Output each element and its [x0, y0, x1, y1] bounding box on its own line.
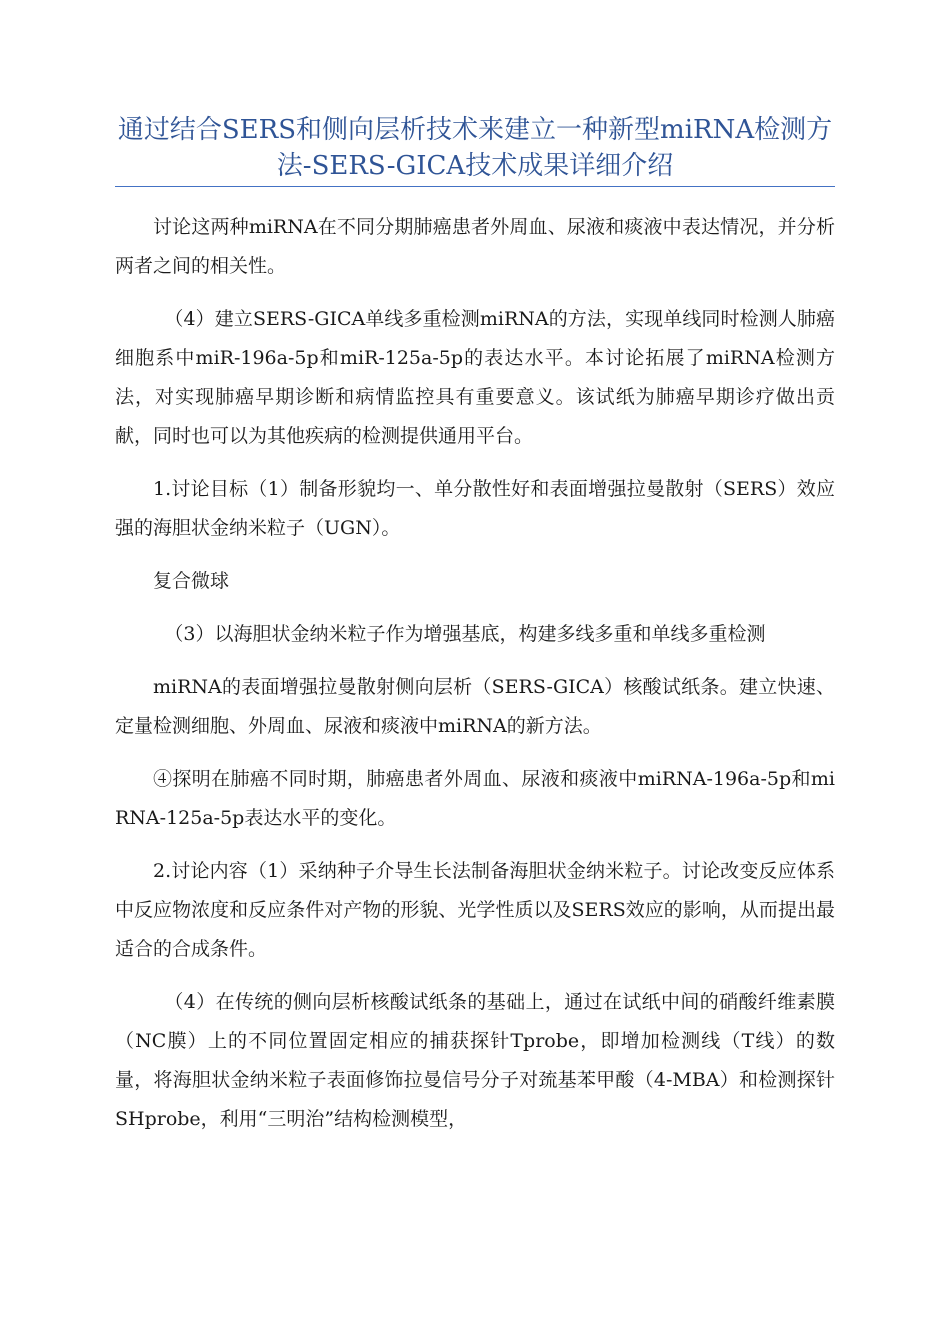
document-title: 通过结合SERS和侧向层析技术来建立一种新型miRNA检测方法-SERS-GICA技术成果详细介绍	[117, 115, 833, 181]
paragraph-test-strip: miRNA的表面增强拉曼散射侧向层析（SERS-GICA）核酸试纸条。建立快速、定量检测细胞、外周血、尿液和痰液中miRNA的新方法。	[115, 676, 835, 737]
paragraph-mirna-expression: 讨论这两种miRNA在不同分期肺癌患者外周血、尿液和痰液中表达情况，并分析两者之间的相关性。	[115, 216, 835, 277]
paragraph-lung-cancer-stages: ④探明在肺癌不同时期，肺癌患者外周血、尿液和痰液中miRNA-196a-5p和miRNA-125a-5p表达水平的变化。	[115, 768, 835, 829]
paragraph-substrate: （3）以海胆状金纳米粒子作为增强基底，构建多线多重和单线多重检测	[164, 623, 766, 645]
document-body	[115, 208, 835, 1153]
paragraph-lateral-flow: （4）在传统的侧向层析核酸试纸条的基础上，通过在试纸中间的硝酸纤维素膜（NC膜）上的不同位置固定相应的捕获探针Tprobe，即增加检测线（T线）的数量，将海胆状金纳米粒子表面修饰拉曼信号分子对巯基苯甲酸（4-MBA）和检测探针SHprobe，利用“三明治”结构检测模型，	[115, 991, 835, 1130]
paragraph-research-content: 2.讨论内容（1）采纳种子介导生长法制备海胆状金纳米粒子。讨论改变反应体系中反应物浓度和反应条件对产物的形貌、光学性质以及SERS效应的影响，从而提出最适合的合成条件。	[115, 860, 835, 960]
paragraph-composite-microsphere: 复合微球	[153, 570, 230, 592]
paragraph-research-goal: 1.讨论目标（1）制备形貌均一、单分散性好和表面增强拉曼散射（SERS）效应强的海胆状金纳米粒子（UGN）。	[115, 478, 835, 539]
title-underline	[115, 186, 835, 187]
paragraph-sers-gica-method: （4）建立SERS-GICA单线多重检测miRNA的方法，实现单线同时检测人肺癌细胞系中miR-196a-5p和miR-125a-5p的表达水平。本讨论拓展了miRNA检测方法，对实现肺癌早期诊断和病情监控具有重要意义。该试纸为肺癌早期诊疗做出贡献，同时也可以为其他疾病的检测提供通用平台。	[115, 308, 835, 447]
